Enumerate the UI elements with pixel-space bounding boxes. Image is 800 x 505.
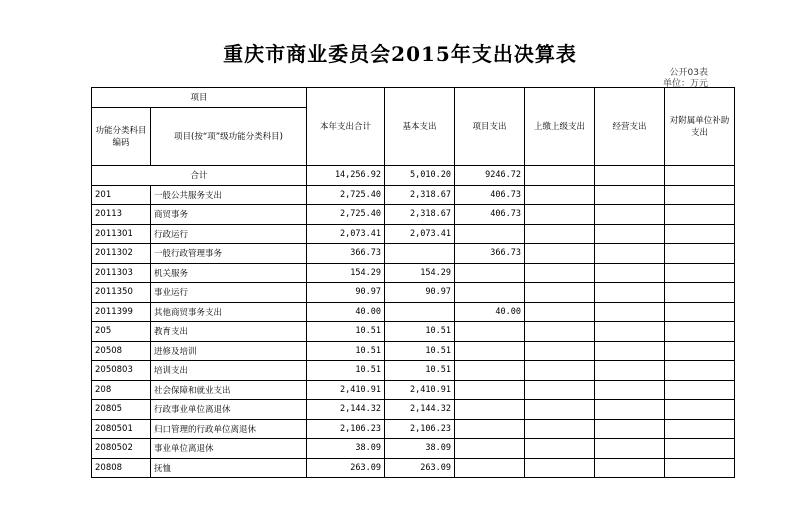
cell-basic: 10.51 bbox=[385, 341, 455, 361]
cell-total: 366.73 bbox=[307, 244, 385, 264]
cell-subsidy bbox=[665, 244, 735, 264]
cell-name: 一般公共服务支出 bbox=[151, 185, 307, 205]
total-label: 合计 bbox=[92, 166, 307, 186]
cell-basic: 154.29 bbox=[385, 263, 455, 283]
cell-project bbox=[455, 341, 525, 361]
total-cell-business bbox=[595, 166, 665, 186]
cell-project: 40.00 bbox=[455, 302, 525, 322]
cell-basic: 2,410.91 bbox=[385, 380, 455, 400]
cell-total: 263.09 bbox=[307, 458, 385, 478]
cell-code: 20805 bbox=[92, 400, 151, 420]
cell-code: 2011303 bbox=[92, 263, 151, 283]
table-row bbox=[92, 263, 735, 283]
cell-name: 一般行政管理事务 bbox=[151, 244, 307, 264]
cell-code: 20113 bbox=[92, 205, 151, 225]
cell-basic: 90.97 bbox=[385, 283, 455, 303]
cell-upper bbox=[525, 458, 595, 478]
cell-code: 2080501 bbox=[92, 419, 151, 439]
cell-basic: 38.09 bbox=[385, 439, 455, 459]
cell-name: 机关服务 bbox=[151, 263, 307, 283]
cell-business bbox=[595, 224, 665, 244]
table-row bbox=[92, 283, 735, 303]
cell-subsidy bbox=[665, 380, 735, 400]
cell-basic: 2,144.32 bbox=[385, 400, 455, 420]
header-project: 项目支出 bbox=[455, 88, 525, 166]
cell-name: 社会保障和就业支出 bbox=[151, 380, 307, 400]
cell-name: 其他商贸事务支出 bbox=[151, 302, 307, 322]
cell-basic: 2,106.23 bbox=[385, 419, 455, 439]
cell-name: 商贸事务 bbox=[151, 205, 307, 225]
header-upper: 上缴上级支出 bbox=[525, 88, 595, 166]
cell-total: 2,144.32 bbox=[307, 400, 385, 420]
cell-subsidy bbox=[665, 205, 735, 225]
cell-code: 2080502 bbox=[92, 439, 151, 459]
cell-project bbox=[455, 419, 525, 439]
header-name: 项目(按“项”级功能分类科目) bbox=[151, 108, 307, 166]
cell-name: 进修及培训 bbox=[151, 341, 307, 361]
cell-project: 406.73 bbox=[455, 205, 525, 225]
cell-basic bbox=[385, 302, 455, 322]
header-subsidy: 对附属单位补助支出 bbox=[665, 88, 735, 166]
expenditure-table bbox=[91, 87, 735, 478]
cell-upper bbox=[525, 341, 595, 361]
cell-upper bbox=[525, 400, 595, 420]
cell-name: 事业运行 bbox=[151, 283, 307, 303]
cell-code: 205 bbox=[92, 322, 151, 342]
cell-total: 154.29 bbox=[307, 263, 385, 283]
cell-subsidy bbox=[665, 341, 735, 361]
cell-basic: 2,073.41 bbox=[385, 224, 455, 244]
cell-upper bbox=[525, 322, 595, 342]
cell-business bbox=[595, 380, 665, 400]
table-row bbox=[92, 419, 735, 439]
table-row bbox=[92, 341, 735, 361]
cell-code: 208 bbox=[92, 380, 151, 400]
cell-name: 行政运行 bbox=[151, 224, 307, 244]
cell-total: 2,410.91 bbox=[307, 380, 385, 400]
cell-total: 2,725.40 bbox=[307, 205, 385, 225]
cell-business bbox=[595, 361, 665, 381]
header-business: 经营支出 bbox=[595, 88, 665, 166]
cell-upper bbox=[525, 302, 595, 322]
cell-subsidy bbox=[665, 439, 735, 459]
total-cell-upper bbox=[525, 166, 595, 186]
cell-total: 10.51 bbox=[307, 361, 385, 381]
table-row bbox=[92, 205, 735, 225]
cell-total: 40.00 bbox=[307, 302, 385, 322]
cell-business bbox=[595, 439, 665, 459]
cell-upper bbox=[525, 361, 595, 381]
cell-subsidy bbox=[665, 322, 735, 342]
cell-business bbox=[595, 302, 665, 322]
header-total: 本年支出合计 bbox=[307, 88, 385, 166]
table-row bbox=[92, 439, 735, 459]
cell-upper bbox=[525, 419, 595, 439]
table-row bbox=[92, 458, 735, 478]
cell-upper bbox=[525, 263, 595, 283]
cell-code: 2011399 bbox=[92, 302, 151, 322]
table-row bbox=[92, 224, 735, 244]
cell-project: 406.73 bbox=[455, 185, 525, 205]
cell-total: 2,725.40 bbox=[307, 185, 385, 205]
header-code: 功能分类科目编码 bbox=[92, 108, 151, 166]
cell-business bbox=[595, 244, 665, 264]
cell-business bbox=[595, 341, 665, 361]
cell-basic: 2,318.67 bbox=[385, 185, 455, 205]
cell-subsidy bbox=[665, 400, 735, 420]
cell-upper bbox=[525, 185, 595, 205]
cell-upper bbox=[525, 439, 595, 459]
cell-upper bbox=[525, 244, 595, 264]
cell-upper bbox=[525, 283, 595, 303]
table-row bbox=[92, 244, 735, 264]
cell-project bbox=[455, 439, 525, 459]
total-cell-basic: 5,010.20 bbox=[385, 166, 455, 186]
table-row bbox=[92, 361, 735, 381]
table-code: 公开03表 bbox=[669, 68, 708, 78]
cell-project bbox=[455, 283, 525, 303]
cell-code: 20808 bbox=[92, 458, 151, 478]
cell-name: 教育支出 bbox=[151, 322, 307, 342]
cell-project: 366.73 bbox=[455, 244, 525, 264]
cell-business bbox=[595, 322, 665, 342]
cell-total: 10.51 bbox=[307, 322, 385, 342]
cell-subsidy bbox=[665, 419, 735, 439]
cell-business bbox=[595, 185, 665, 205]
total-cell-subsidy bbox=[665, 166, 735, 186]
cell-project bbox=[455, 322, 525, 342]
cell-upper bbox=[525, 380, 595, 400]
table-row bbox=[92, 380, 735, 400]
table-row bbox=[92, 400, 735, 420]
cell-basic bbox=[385, 244, 455, 264]
cell-total: 2,073.41 bbox=[307, 224, 385, 244]
cell-business bbox=[595, 419, 665, 439]
cell-project bbox=[455, 263, 525, 283]
cell-subsidy bbox=[665, 361, 735, 381]
cell-basic: 263.09 bbox=[385, 458, 455, 478]
cell-project bbox=[455, 224, 525, 244]
table-row bbox=[92, 185, 735, 205]
cell-subsidy bbox=[665, 263, 735, 283]
cell-project bbox=[455, 361, 525, 381]
cell-business bbox=[595, 205, 665, 225]
cell-subsidy bbox=[665, 302, 735, 322]
cell-code: 20508 bbox=[92, 341, 151, 361]
table-row bbox=[92, 302, 735, 322]
cell-basic: 10.51 bbox=[385, 322, 455, 342]
cell-code: 2011350 bbox=[92, 283, 151, 303]
cell-code: 2011302 bbox=[92, 244, 151, 264]
cell-total: 90.97 bbox=[307, 283, 385, 303]
cell-basic: 10.51 bbox=[385, 361, 455, 381]
cell-code: 201 bbox=[92, 185, 151, 205]
cell-name: 培训支出 bbox=[151, 361, 307, 381]
unit-label: 单位：万元 bbox=[662, 79, 708, 89]
cell-name: 行政事业单位离退休 bbox=[151, 400, 307, 420]
total-cell-project: 9246.72 bbox=[455, 166, 525, 186]
cell-total: 2,106.23 bbox=[307, 419, 385, 439]
cell-name: 事业单位离退休 bbox=[151, 439, 307, 459]
cell-basic: 2,318.67 bbox=[385, 205, 455, 225]
header-basic: 基本支出 bbox=[385, 88, 455, 166]
cell-total: 38.09 bbox=[307, 439, 385, 459]
cell-name: 归口管理的行政单位离退休 bbox=[151, 419, 307, 439]
cell-name: 抚恤 bbox=[151, 458, 307, 478]
cell-code: 2050803 bbox=[92, 361, 151, 381]
cell-code: 2011301 bbox=[92, 224, 151, 244]
table-row bbox=[92, 322, 735, 342]
cell-upper bbox=[525, 224, 595, 244]
cell-business bbox=[595, 458, 665, 478]
cell-business bbox=[595, 283, 665, 303]
cell-subsidy bbox=[665, 224, 735, 244]
page-title: 重庆市商业委员会2015年支出决算表 bbox=[223, 42, 577, 66]
cell-project bbox=[455, 380, 525, 400]
header-item-group: 项目 bbox=[92, 88, 307, 108]
cell-subsidy bbox=[665, 458, 735, 478]
cell-upper bbox=[525, 205, 595, 225]
cell-project bbox=[455, 400, 525, 420]
cell-business bbox=[595, 400, 665, 420]
total-row bbox=[92, 166, 735, 186]
cell-subsidy bbox=[665, 283, 735, 303]
cell-subsidy bbox=[665, 185, 735, 205]
cell-total: 10.51 bbox=[307, 341, 385, 361]
cell-project bbox=[455, 458, 525, 478]
total-cell-total: 14,256.92 bbox=[307, 166, 385, 186]
cell-business bbox=[595, 263, 665, 283]
